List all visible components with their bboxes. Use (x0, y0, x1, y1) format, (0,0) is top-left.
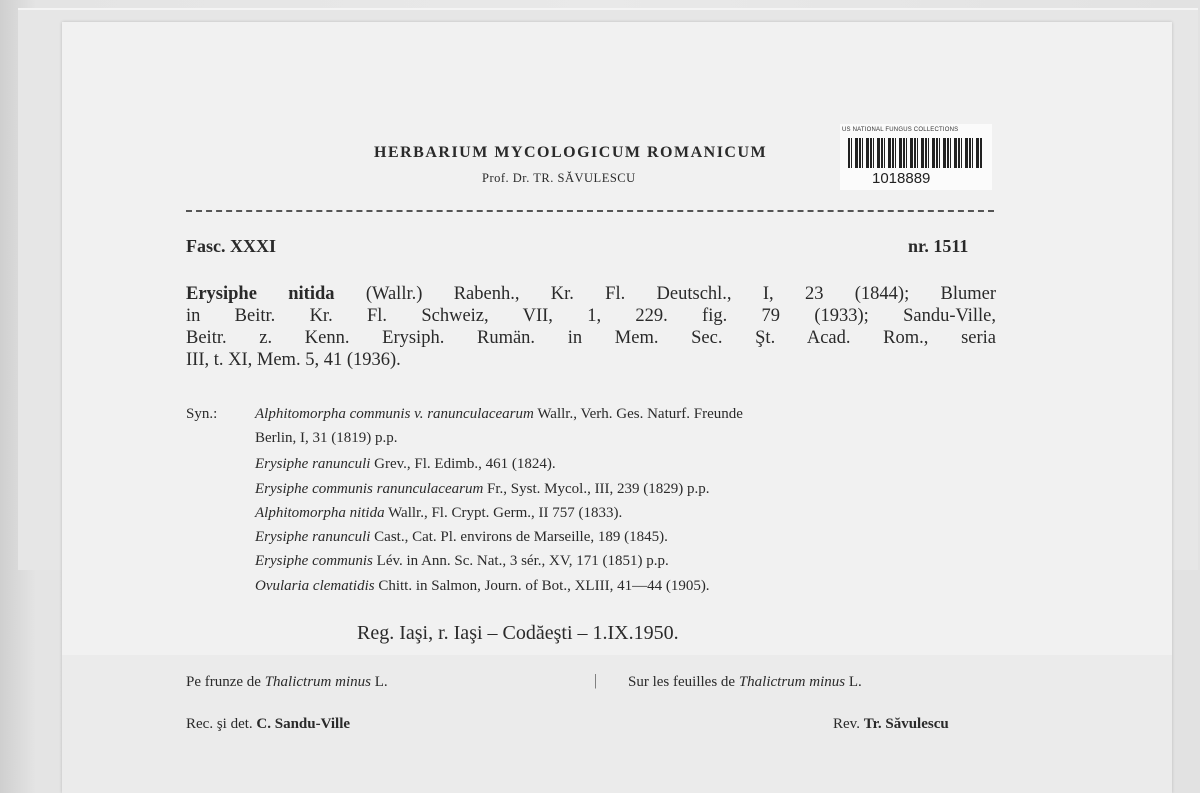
collector: Rec. şi det. C. Sandu-Ville (186, 716, 351, 732)
synonyms-label: Syn.: (186, 406, 218, 422)
specimen-number: nr. 1511 (908, 236, 969, 256)
barcode-icon (848, 138, 982, 168)
host-separator: | (594, 672, 598, 689)
synonym-item: Erysiphe communis ranunculacearum Fr., Syst. Mycol., III, 239 (1829) p.p. (255, 481, 710, 497)
synonym-item: Erysiphe communis Lév. in Ann. Sc. Nat., 3 sér., XV, 171 (1851) p.p. (255, 553, 669, 569)
synonym-item: Erysiphe ranunculi Grev., Fl. Edimb., 461 (1824). (255, 456, 556, 472)
citation-line-3: Beitr. z. Kenn. Erysiph. Rumän. in Mem. Sec. Şt. Acad. Rom., seria (186, 328, 996, 348)
citation-line-1: Erysiphe nitida (Wallr.) Rabenh., Kr. Fl. Deutschl., I, 23 (1844); Blumer (186, 284, 997, 304)
host-romanian: Pe frunze de Thalictrum minus L. (186, 674, 388, 690)
curator-line: Prof. Dr. TR. SĂVULESCU (482, 171, 636, 185)
synonym-item: Berlin, I, 31 (1819) p.p. (255, 430, 398, 446)
synonym-item: Ovularia clematidis Chitt. in Salmon, Journ. of Bot., XLIII, 41—44 (1905). (255, 578, 710, 594)
reviewer: Rev. Tr. Săvulescu (833, 716, 949, 732)
barcode-number: 1018889 (872, 170, 931, 187)
synonym-item: Erysiphe ranunculi Cast., Cat. Pl. environs de Marseille, 189 (1845). (255, 529, 668, 545)
synonym-item: Alphitomorpha communis v. ranunculacearum Wallr., Verh. Ges. Naturf. Freunde (255, 406, 743, 422)
barcode-collection-name: US NATIONAL FUNGUS COLLECTIONS (842, 127, 959, 133)
taxon-name: Erysiphe nitida (186, 284, 335, 304)
barcode-label (840, 124, 992, 190)
fascicle-number: Fasc. XXXI (186, 236, 276, 256)
host-french: Sur les feuilles de Thalictrum minus L. (628, 674, 862, 690)
institution-title: HERBARIUM MYCOLOGICUM ROMANICUM (374, 144, 768, 161)
header-divider (186, 210, 994, 212)
citation-line-4: III, t. XI, Mem. 5, 41 (1936). (186, 350, 401, 370)
citation-line-2: in Beitr. Kr. Fl. Schweiz, VII, 1, 229. fig. 79 (1933); Sandu-Ville, (186, 306, 996, 326)
synonym-item: Alphitomorpha nitida Wallr., Fl. Crypt. Germ., II 757 (1833). (255, 505, 623, 521)
locality: Reg. Iaşi, r. Iaşi – Codăeşti – 1.IX.1950. (357, 622, 679, 644)
taxon-citation (186, 283, 996, 371)
